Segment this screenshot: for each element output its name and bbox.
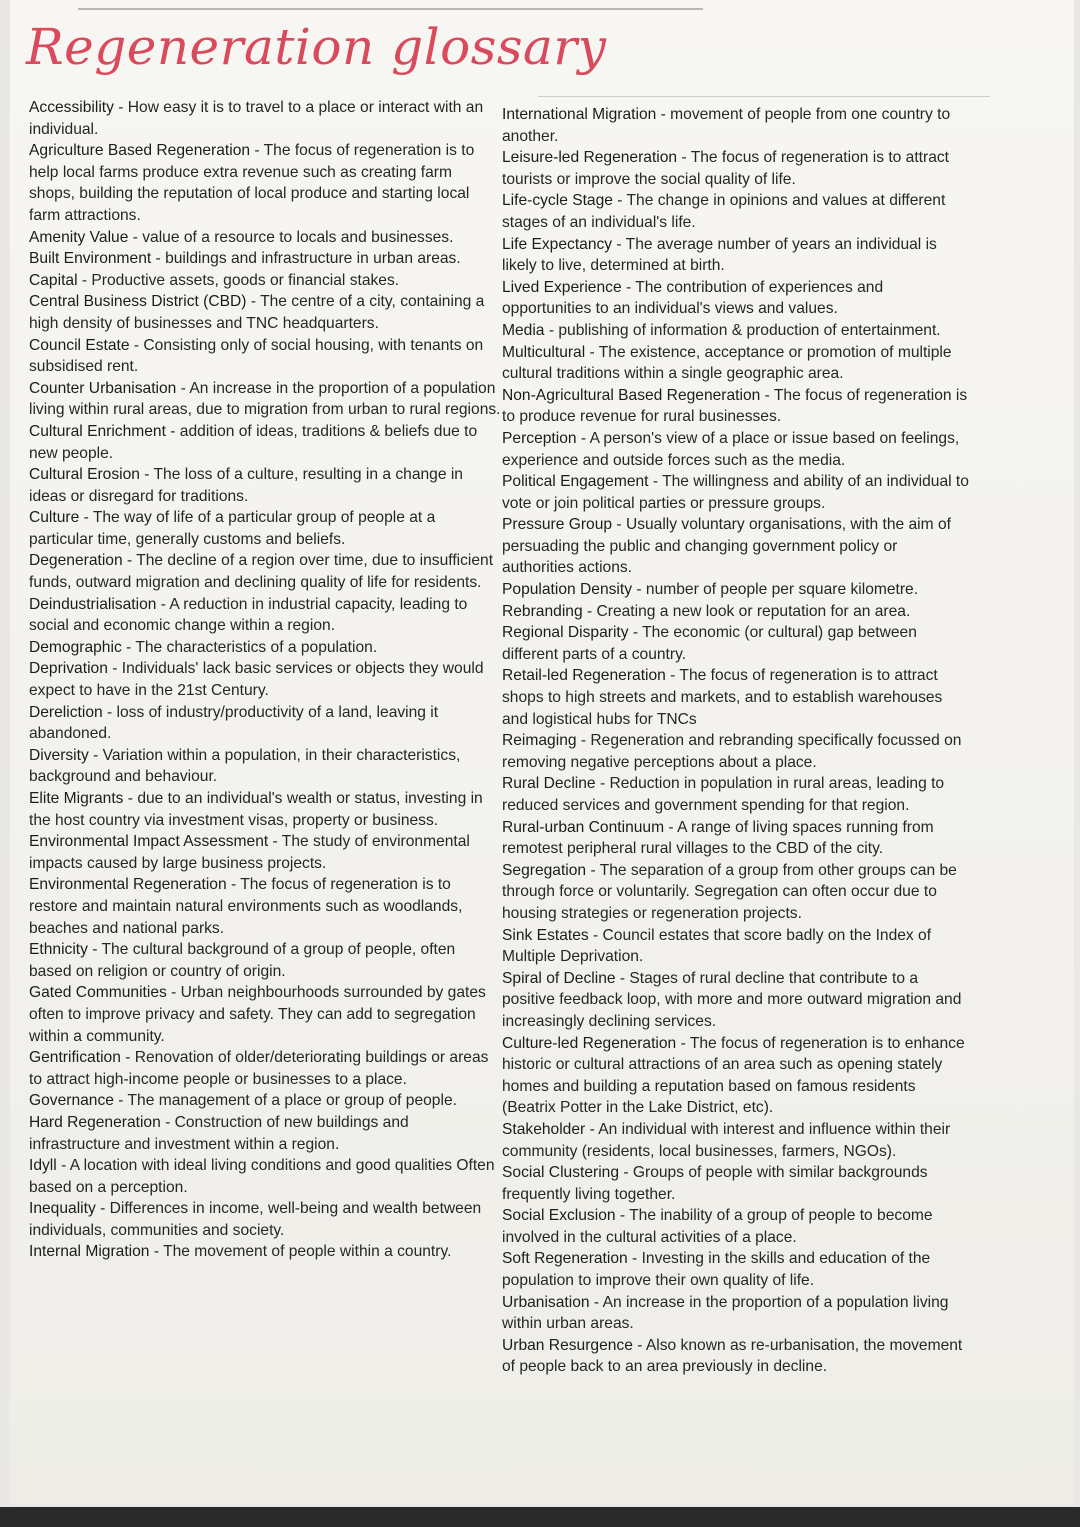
right-column-rule — [538, 96, 990, 97]
glossary-entry — [502, 579, 972, 601]
glossary-definition: Council estates that score badly on the Index of Multiple Deprivation. — [502, 926, 932, 966]
glossary-definition: The inability of a group of people to become involved in the cultural activities of a place. — [502, 1207, 933, 1246]
glossary-definition: The way of life of a particular group of people at a particular time, generally customs and beliefs. — [29, 509, 436, 548]
term-separator: - — [121, 638, 136, 656]
term-separator: - — [615, 1207, 630, 1225]
term-separator: - — [664, 818, 678, 836]
glossary-definition: The contribution of experiences and opportunities to an individual's views and values. — [502, 278, 884, 318]
term-separator: - — [123, 790, 138, 807]
term-separator: - — [588, 926, 603, 944]
glossary-definition: Individuals' lack basic services or objects they would expect to have in the 21st Century. — [29, 660, 484, 700]
term-separator: - — [79, 509, 93, 527]
glossary-definition: An individual with interest and influence within their community (residents, local businesses, farmers, NGOs). — [502, 1120, 951, 1160]
glossary-entry — [29, 658, 501, 701]
glossary-definition: A range of living spaces running from remotest peripheral rural villages to the CBD of the city. — [502, 818, 934, 858]
glossary-definition: Creating a new look or reputation for an area. — [596, 602, 911, 620]
glossary-term: Rebranding — [502, 602, 583, 620]
glossary-entry — [502, 773, 972, 816]
glossary-entry — [29, 1047, 501, 1090]
glossary-definition: How easy it is to travel to a place or interact with an individual. — [29, 99, 484, 138]
glossary-term: Rural Decline — [502, 775, 596, 793]
glossary-definition: The characteristics of a population. — [135, 638, 378, 656]
glossary-definition: Groups of people with similar backgrounds frequently living together. — [502, 1164, 928, 1203]
glossary-entry — [29, 637, 501, 659]
glossary-entry — [502, 1205, 972, 1248]
glossary-term: Leisure-led Regeneration — [502, 149, 678, 167]
glossary-entry — [502, 234, 972, 277]
glossary-entry — [502, 817, 972, 860]
glossary-entry — [29, 507, 501, 550]
term-separator: - — [576, 732, 591, 750]
glossary-entry — [502, 428, 972, 471]
glossary-entry — [502, 1248, 972, 1291]
glossary-entry — [502, 730, 972, 773]
glossary-definition: Usually voluntary organisations, with the aim of persuading the public and changing government policy or authorities actions. — [502, 516, 951, 577]
glossary-definition: A reduction in industrial capacity, leading to social and economic change within a region. — [29, 595, 468, 635]
term-separator: - — [586, 861, 600, 879]
glossary-term: Demographic — [29, 638, 122, 656]
glossary-term: Diversity — [29, 746, 89, 764]
term-separator: - — [129, 336, 144, 354]
glossary-term: Hard Regeneration — [29, 1113, 161, 1131]
glossary-entry — [29, 550, 501, 593]
glossary-entry — [29, 378, 501, 421]
glossary-term: Non-Agricultural Based Regeneration — [502, 386, 761, 404]
glossary-entry — [29, 464, 501, 507]
glossary-definition: An increase in the proportion of a population living within urban areas. — [502, 1293, 949, 1333]
glossary-term: Retail-led Regeneration — [502, 667, 666, 685]
glossary-entry — [502, 601, 972, 623]
glossary-term: Segregation — [502, 861, 587, 879]
glossary-entry — [29, 248, 501, 270]
glossary-term: Soft Regeneration — [502, 1250, 628, 1268]
term-separator: - — [632, 581, 646, 599]
glossary-term: Life Expectancy — [502, 235, 613, 253]
glossary-entry — [502, 622, 972, 665]
glossary-term: Built Environment — [29, 250, 152, 268]
glossary-definition: The focus of regeneration is to produce revenue for rural businesses. — [502, 386, 968, 426]
glossary-entry — [29, 1241, 501, 1263]
glossary-entry — [502, 471, 972, 514]
glossary-term: Cultural Erosion — [29, 466, 140, 484]
glossary-entry — [29, 982, 501, 1047]
glossary-definition: The change in opinions and values at different stages of an individual's life. — [502, 192, 946, 231]
glossary-definition: Stages of rural decline that contribute to a positive feedback loop, with more and more outward migration and increasingly declining services. — [502, 969, 962, 1030]
term-separator: - — [87, 941, 102, 959]
glossary-definition: The study of environmental impacts caused by large business projects. — [29, 833, 470, 872]
glossary-entry — [502, 190, 972, 233]
glossary-entry — [29, 1112, 501, 1155]
glossary-entry — [29, 594, 501, 637]
glossary-definition: The centre of a city, containing a high density of businesses and TNC headquarters. — [29, 293, 485, 332]
term-separator: - — [628, 624, 643, 642]
glossary-term: Urban Resurgence — [502, 1336, 633, 1354]
glossary-term: Elite Migrants — [29, 790, 124, 807]
glossary-term: Counter Urbanisation — [29, 379, 177, 397]
term-separator: - — [585, 1120, 599, 1138]
glossary-definition: Also known as re-urbanisation, the movement of people back to an area previously in decline. — [502, 1336, 963, 1376]
glossary-term: Deprivation — [29, 660, 108, 678]
glossary-term: Life-cycle Stage — [502, 192, 613, 210]
glossary-definition: The focus of regeneration is to help local farms produce extra revenue such as creating farm shops, building the reputation of local produce and starting local farm attractions. — [29, 142, 475, 224]
term-separator: - — [250, 142, 264, 160]
term-separator: - — [589, 1293, 603, 1311]
glossary-definition: Construction of new buildings and infrastructure and investment within a region. — [29, 1113, 409, 1153]
glossary-entry — [502, 1119, 972, 1162]
term-separator: - — [246, 293, 261, 311]
glossary-term: Central Business District (CBD) — [29, 293, 247, 311]
glossary-entry — [29, 291, 501, 334]
glossary-entry — [502, 1335, 972, 1378]
glossary-entry — [29, 1090, 501, 1112]
glossary-definition: The decline of a region over time, due to insufficient funds, outward migration and declining quality of life for residents. — [29, 552, 494, 592]
glossary-term: Social Clustering — [502, 1164, 620, 1182]
term-separator: - — [149, 1243, 164, 1261]
term-separator: - — [656, 106, 671, 123]
glossary-definition: addition of ideas, traditions & beliefs due to new people. — [29, 422, 478, 462]
right-column — [502, 104, 972, 1378]
glossary-entry — [502, 342, 972, 385]
glossary-term: Urbanisation — [502, 1293, 590, 1311]
glossary-term: Agriculture Based Regeneration — [29, 142, 251, 160]
glossary-entry — [29, 831, 501, 874]
page-title: Regeneration glossary — [26, 18, 607, 76]
left-column — [29, 97, 501, 1263]
glossary-entry — [502, 860, 972, 925]
glossary-term: Media — [502, 321, 545, 339]
glossary-entry — [502, 385, 972, 428]
term-separator: - — [102, 703, 117, 721]
glossary-entry — [502, 925, 972, 968]
glossary-entry — [29, 874, 501, 939]
glossary-term: Cultural Enrichment — [29, 422, 166, 440]
glossary-term: Rural-urban Continuum — [502, 818, 665, 836]
glossary-term: Regional Disparity — [502, 624, 629, 642]
glossary-entry — [29, 97, 501, 140]
top-rule — [78, 8, 703, 10]
glossary-definition: The focus of regeneration is to enhance historic or cultural attractions of an area such as opening stately homes and building a reputation based on famous residents (Beatrix Potter in the Lake District, etc). — [502, 1034, 965, 1117]
term-separator: - — [582, 602, 597, 620]
glossary-term: Inequality — [29, 1200, 96, 1218]
term-separator: - — [56, 1157, 70, 1175]
glossary-entry — [29, 227, 501, 249]
glossary-definition: The focus of regeneration is to attract shops to high streets and markets, and to establish warehouses and logistical hubs for TNCs — [502, 667, 943, 728]
glossary-term: Political Engagement — [502, 473, 649, 491]
glossary-definition: publishing of information & production of entertainment. — [558, 321, 941, 339]
glossary-definition: The focus of regeneration is to restore and maintain natural environments such as woodlands, beaches and national parks. — [29, 876, 463, 937]
glossary-term: Deindustrialisation — [29, 595, 157, 613]
glossary-term: Population Density — [502, 581, 633, 599]
glossary-definition: Renovation of older/deteriorating buildings or areas to attract high-income people or businesses to a place. — [29, 1049, 489, 1088]
glossary-definition: Consisting only of social housing, with tenants on subsidised rent. — [29, 336, 484, 376]
glossary-entry — [29, 788, 501, 831]
glossary-entry — [29, 1155, 501, 1198]
glossary-entry — [502, 968, 972, 1033]
glossary-entry — [29, 702, 501, 745]
glossary-term: Internal Migration — [29, 1243, 150, 1261]
term-separator: - — [120, 1049, 135, 1067]
term-separator: - — [619, 1164, 633, 1182]
term-separator: - — [268, 833, 282, 851]
glossary-definition: The movement of people within a country. — [163, 1243, 452, 1261]
glossary-definition: The loss of a culture, resulting in a change in ideas or disregard for traditions. — [29, 466, 463, 505]
glossary-term: Amenity Value — [29, 228, 129, 246]
glossary-definition: Variation within a population, in their characteristics, background and behaviour. — [29, 746, 461, 786]
term-separator: - — [585, 343, 599, 361]
glossary-definition: An increase in the proportion of a population living within rural areas, due to migration from urban to rural regions. — [29, 379, 501, 419]
glossary-entry — [502, 1033, 972, 1119]
glossary-page — [10, 0, 1074, 1505]
term-separator: - — [676, 1034, 690, 1052]
term-separator: - — [77, 271, 92, 289]
term-separator: - — [165, 422, 180, 440]
term-separator: - — [156, 595, 170, 613]
glossary-term: Culture-led Regeneration — [502, 1034, 677, 1052]
term-separator: - — [760, 386, 774, 404]
term-separator: - — [627, 1250, 642, 1268]
glossary-definition: value of a resource to locals and businesses. — [142, 228, 454, 246]
glossary-entry — [502, 1162, 972, 1205]
term-separator: - — [612, 192, 627, 210]
glossary-term: Accessibility — [29, 99, 114, 116]
glossary-definition: The average number of years an individual is likely to live, determined at birth. — [502, 235, 937, 275]
glossary-term: Council Estate — [29, 336, 130, 354]
term-separator: - — [621, 278, 636, 296]
glossary-entry — [502, 514, 972, 579]
glossary-term: Sink Estates — [502, 926, 589, 944]
glossary-entry — [502, 320, 972, 342]
glossary-definition: The cultural background of a group of people, often based on religion or country of origin. — [29, 941, 456, 980]
term-separator: - — [151, 250, 166, 268]
glossary-definition: A person's view of a place or issue based on feelings, experience and outside forces such as the media. — [502, 429, 960, 469]
glossary-term: Environmental Regeneration — [29, 876, 227, 894]
term-separator: - — [648, 473, 663, 491]
glossary-term: Stakeholder — [502, 1120, 586, 1138]
glossary-term: Governance — [29, 1092, 114, 1110]
term-separator: - — [160, 1113, 175, 1131]
glossary-entry — [29, 421, 501, 464]
glossary-term: Lived Experience — [502, 278, 622, 296]
glossary-definition: The focus of regeneration is to attract tourists or improve the social quality of life. — [502, 149, 950, 188]
glossary-entry — [29, 270, 501, 292]
glossary-entry — [29, 1198, 501, 1241]
glossary-term: Culture — [29, 509, 80, 527]
term-separator: - — [612, 235, 626, 253]
glossary-term: Pressure Group — [502, 516, 613, 534]
glossary-definition: Productive assets, goods or financial stakes. — [91, 271, 400, 289]
glossary-term: Spiral of Decline — [502, 969, 616, 987]
glossary-term: Perception — [502, 429, 577, 447]
glossary-term: Capital — [29, 271, 78, 289]
glossary-definition: Reduction in population in rural areas, leading to reduced services and government spending for that region. — [502, 775, 945, 814]
glossary-definition: Regeneration and rebranding specifically focussed on removing negative perceptions about a place. — [502, 732, 962, 771]
term-separator: - — [176, 379, 190, 397]
glossary-term: Gated Communities — [29, 984, 167, 1002]
glossary-definition: The management of a place or group of people. — [127, 1092, 457, 1110]
term-separator: - — [595, 775, 610, 793]
glossary-term: Multicultural — [502, 343, 586, 361]
term-separator: - — [122, 552, 137, 570]
term-separator: - — [139, 466, 154, 484]
term-separator: - — [88, 746, 103, 764]
glossary-term: Environmental Impact Assessment — [29, 833, 269, 851]
term-separator: - — [113, 1092, 128, 1110]
glossary-entry — [29, 335, 501, 378]
term-separator: - — [612, 516, 626, 534]
glossary-definition: A location with ideal living conditions and good qualities Often based on a perception. — [29, 1157, 495, 1196]
glossary-entry — [502, 277, 972, 320]
term-separator: - — [166, 984, 181, 1002]
term-separator: - — [544, 321, 559, 339]
glossary-term: Social Exclusion — [502, 1207, 616, 1225]
glossary-definition: buildings and infrastructure in urban areas. — [165, 250, 461, 268]
glossary-definition: The existence, acceptance or promotion of multiple cultural traditions within a single geographic area. — [502, 343, 952, 383]
glossary-term: Gentrification — [29, 1049, 121, 1067]
glossary-definition: Urban neighbourhoods surrounded by gates often to improve privacy and safety. They can add to segregation within a community. — [29, 984, 486, 1045]
glossary-entry — [29, 745, 501, 788]
term-separator: - — [128, 228, 143, 246]
glossary-term: Dereliction — [29, 703, 103, 721]
glossary-definition: Investing in the skills and education of the population to improve their own quality of life. — [502, 1250, 931, 1290]
glossary-entry — [502, 665, 972, 730]
glossary-definition: movement of people from one country to another. — [502, 106, 951, 145]
page-edge-shadow — [0, 1507, 1080, 1527]
term-separator: - — [95, 1200, 110, 1218]
glossary-definition: loss of industry/productivity of a land, leaving it abandoned. — [29, 703, 439, 743]
term-separator: - — [107, 660, 122, 678]
term-separator: - — [113, 99, 128, 116]
term-separator: - — [226, 876, 241, 894]
glossary-entry — [29, 140, 501, 226]
glossary-definition: Differences in income, well-being and wealth between individuals, communities and society. — [29, 1200, 482, 1239]
glossary-term: International Migration — [502, 106, 657, 123]
glossary-definition: due to an individual's wealth or status, investing in the host country via investment visas, property or business. — [29, 790, 483, 829]
glossary-entry — [29, 939, 501, 982]
glossary-entry — [502, 1292, 972, 1335]
term-separator: - — [576, 429, 590, 447]
term-separator: - — [615, 969, 630, 987]
glossary-definition: number of people per square kilometre. — [645, 581, 919, 599]
term-separator: - — [632, 1336, 646, 1354]
glossary-definition: The separation of a group from other groups can be through force or voluntarily. Segregation can often occur due to housing strategies or regeneration projects. — [502, 861, 957, 922]
glossary-term: Idyll — [29, 1157, 57, 1175]
glossary-entry — [502, 104, 972, 147]
glossary-definition: The economic (or cultural) gap between different parts of a country. — [502, 624, 917, 663]
glossary-term: Reimaging — [502, 732, 577, 750]
glossary-term: Ethnicity — [29, 941, 88, 959]
glossary-definition: The willingness and ability of an individual to vote or join political parties or pressure groups. — [502, 473, 969, 512]
glossary-entry — [502, 147, 972, 190]
term-separator: - — [665, 667, 680, 685]
term-separator: - — [677, 149, 691, 167]
glossary-term: Degeneration — [29, 552, 123, 570]
